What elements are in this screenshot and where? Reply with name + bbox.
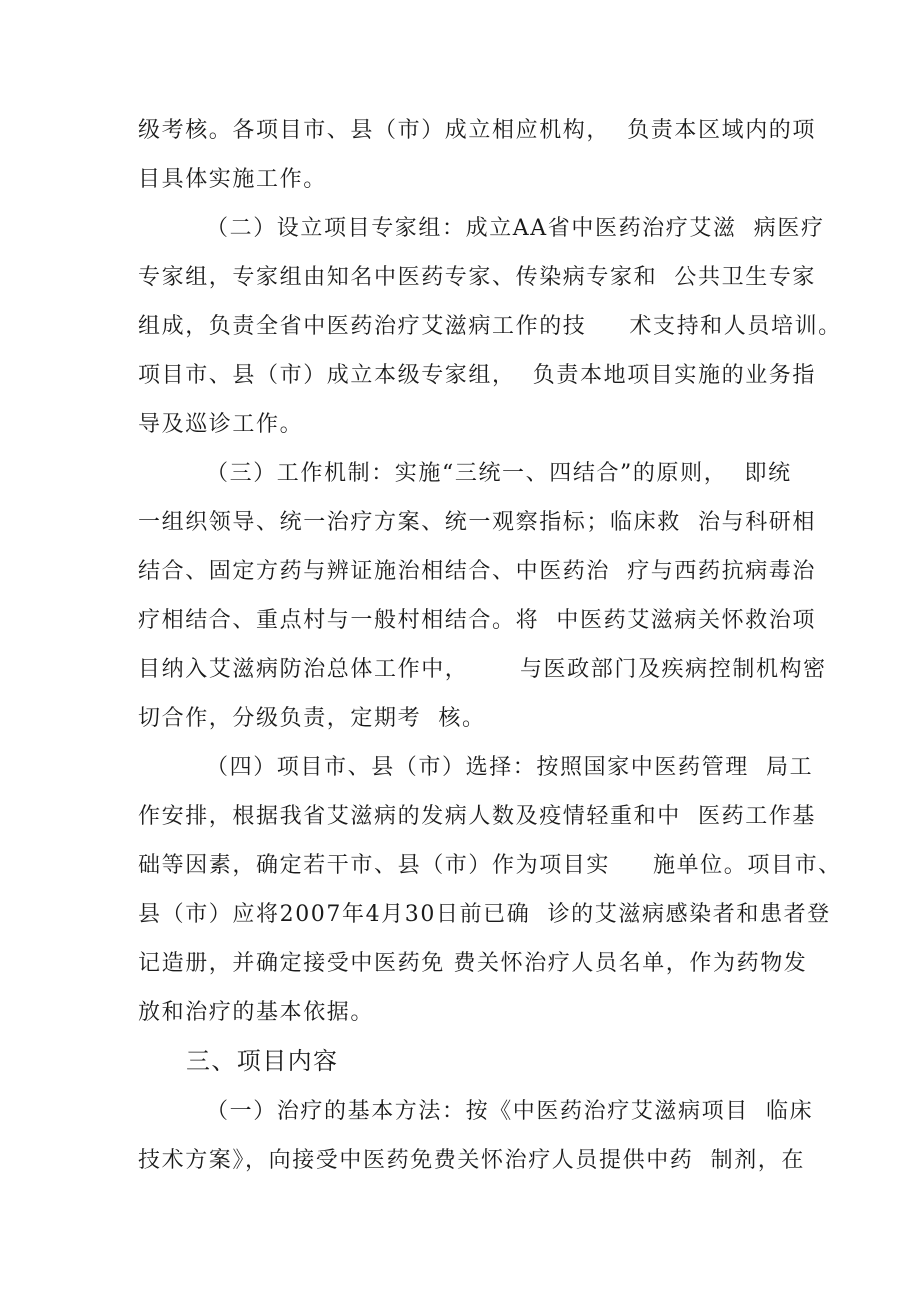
paragraph-start-line: （二）设立项目专家组：成立AA省中医药治疗艾滋 病医疗 bbox=[206, 216, 825, 241]
text-line: 导及巡诊工作。 bbox=[138, 412, 304, 437]
text-line: 级考核。各项目市、县（市）成立相应机构， 负责本区域内的项 bbox=[138, 118, 816, 143]
text-line: 记造册，并确定接受中医药免 费关怀治疗人员名单，作为药物发 bbox=[138, 951, 808, 976]
text-line: 县（市）应将2007年4月30日前已确 诊的艾滋病感染者和患者登 bbox=[138, 902, 831, 927]
text-line: 结合、固定方药与辨证施治相结合、中医药治 疗与西药抗病毒治 bbox=[138, 559, 816, 584]
text-line: 项目市、县（市）成立本级专家组， 负责本地项目实施的业务指 bbox=[138, 363, 816, 388]
text-line: 一组织领导、统一治疗方案、统一观察指标；临床救 治与科研相 bbox=[138, 510, 816, 535]
paragraph-start-line: （三）工作机制：实施“三统一、四结合”的原则， 即统 bbox=[206, 461, 792, 486]
text-line: 组成，负责全省中医药治疗艾滋病工作的技 术支持和人员培训。 bbox=[138, 314, 842, 339]
section-heading: 三、项目内容 bbox=[186, 1047, 339, 1075]
text-line: 疗相结合、重点村与一般村相结合。将 中医药艾滋病关怀救治项 bbox=[138, 608, 816, 633]
text-line: 目具体实施工作。 bbox=[138, 167, 327, 192]
text-line: 专家组，专家组由知名中医药专家、传染病专家和 公共卫生专家 bbox=[138, 265, 816, 290]
text-line: 目纳入艾滋病防治总体工作中， 与医政部门及疾病控制机构密 bbox=[138, 657, 827, 682]
text-line: 放和治疗的基本依据。 bbox=[138, 1000, 375, 1025]
paragraph-start-line: （四）项目市、县（市）选择：按照国家中医药管理 局工 bbox=[206, 755, 814, 780]
text-line: 切合作，分级负责，定期考 核。 bbox=[138, 706, 486, 731]
text-line: 础等因素，确定若干市、县（市）作为项目实 施单位。项目市、 bbox=[138, 853, 842, 878]
text-line: 技术方案》，向接受中医药免费关怀治疗人员提供中药 制剂，在 bbox=[138, 1148, 805, 1173]
paragraph-start-line: （一）治疗的基本方法：按《中医药治疗艾滋病项目 临床 bbox=[206, 1099, 814, 1124]
text-line: 作安排，根据我省艾滋病的发病人数及疫情轻重和中 医药工作基 bbox=[138, 804, 816, 829]
